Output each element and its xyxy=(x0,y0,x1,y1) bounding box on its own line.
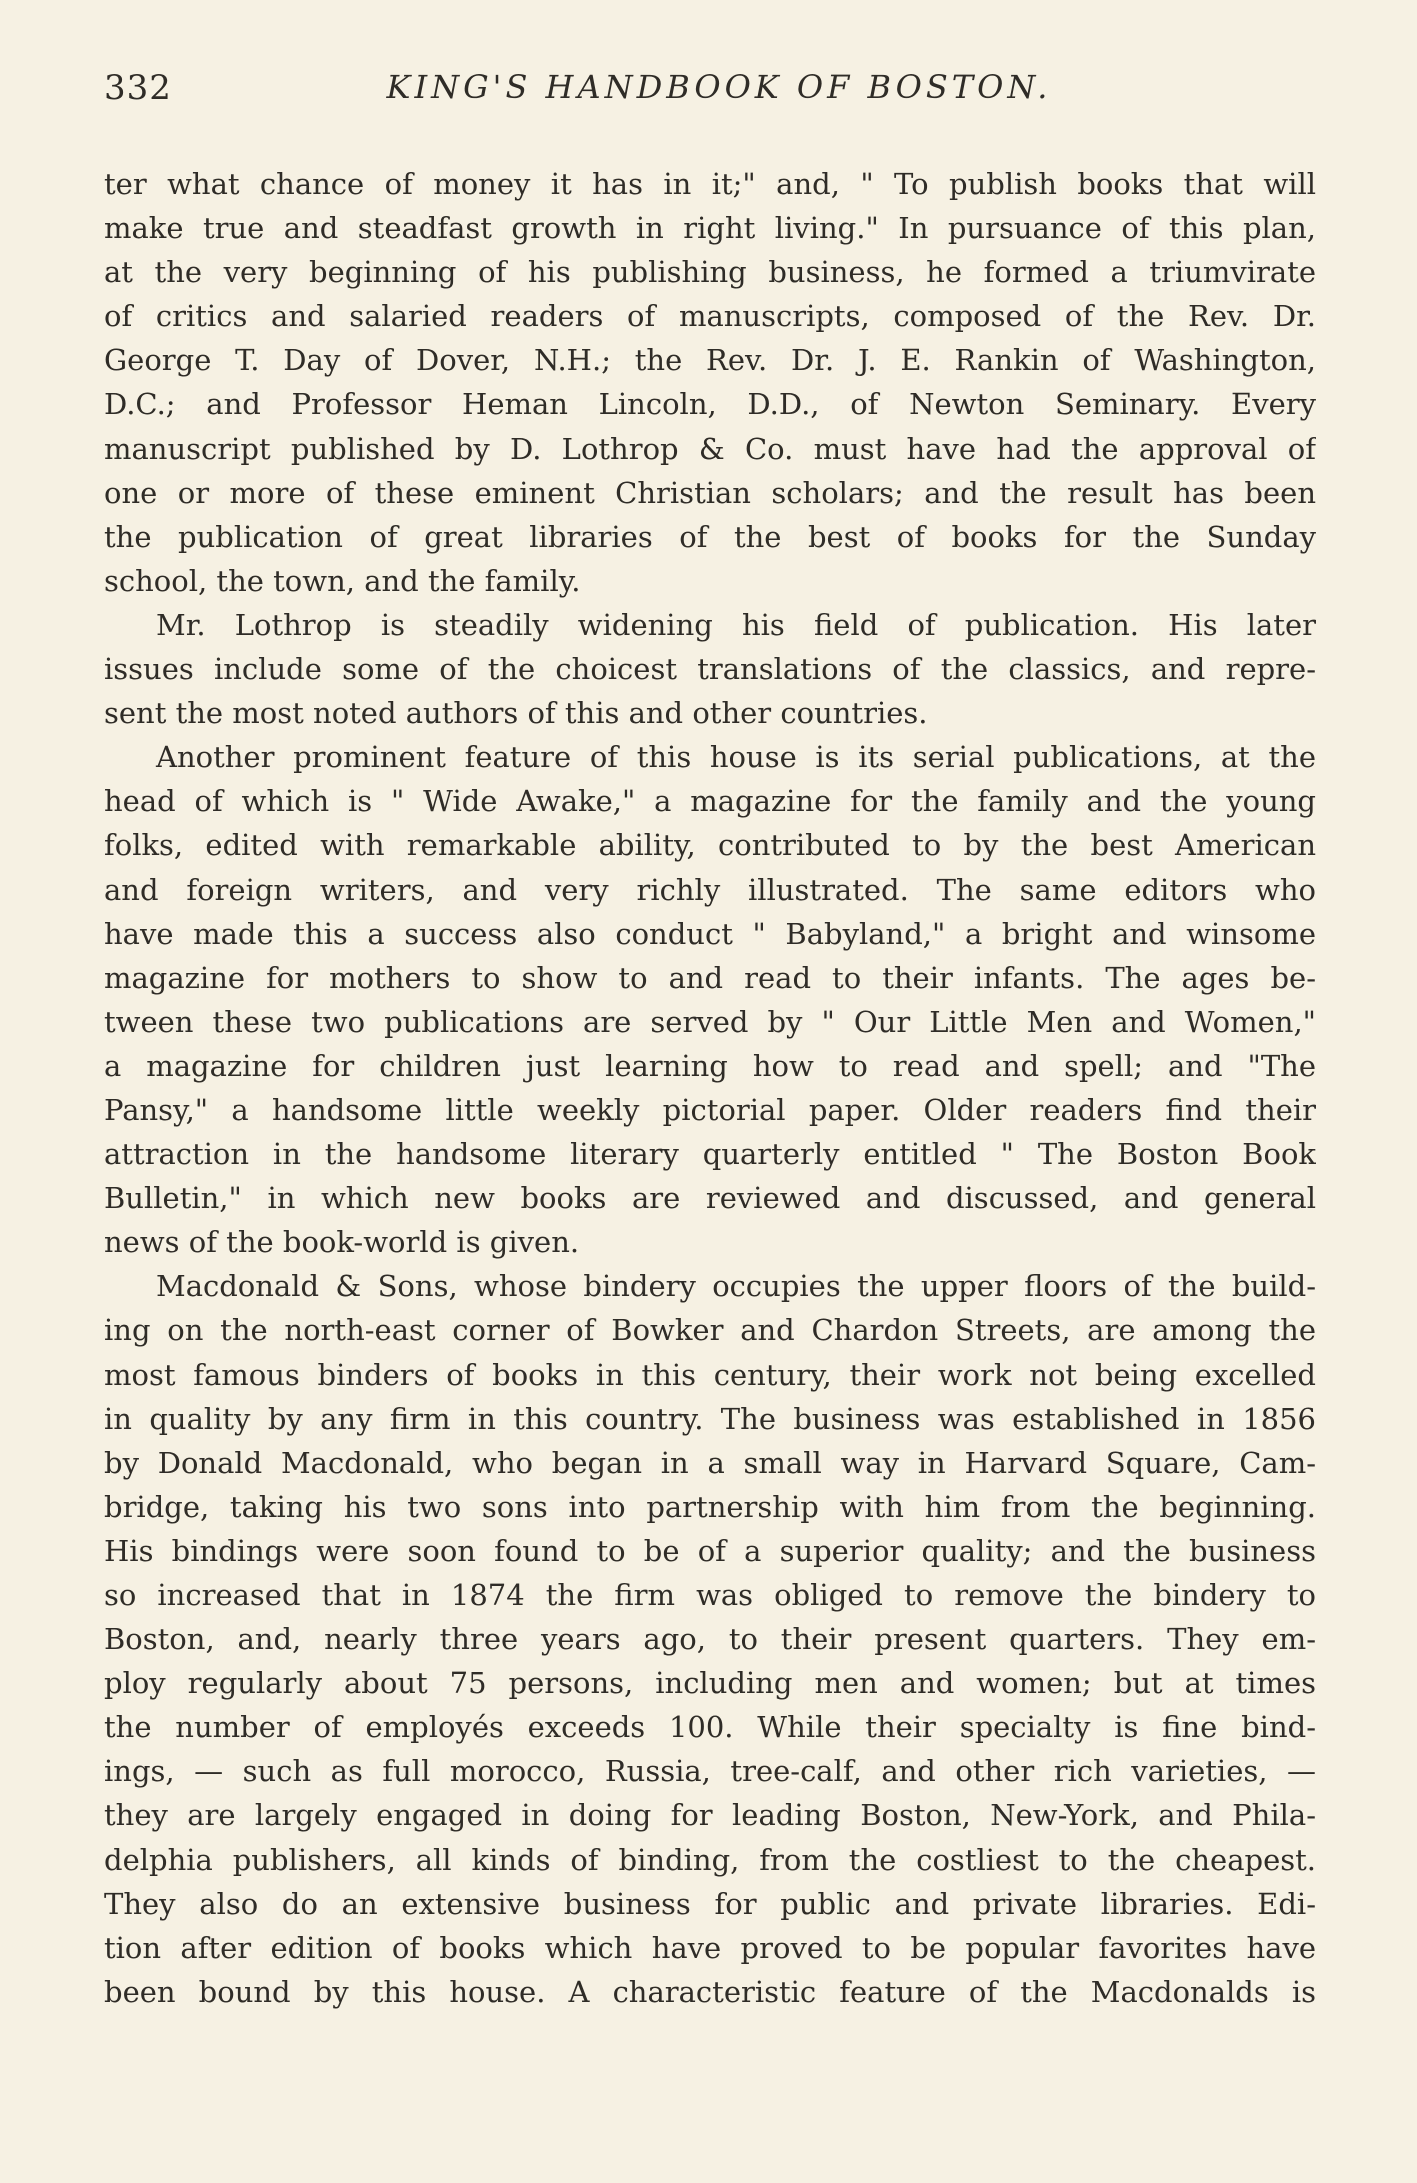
text-line: bridge, taking his two sons into partnership with him from the beginning. xyxy=(104,1489,1316,1524)
text-line: ter what chance of money it has in it;" and, " To publish books that will xyxy=(104,167,1316,201)
text-line: D.C.; and Professor Heman Lincoln, D.D., of Newton Seminary. Every xyxy=(104,387,1316,422)
text-line: sent the most noted authors of this and other countries. xyxy=(104,696,928,731)
text-line: one or more of these eminent Christian scholars; and the result has been xyxy=(104,475,1316,510)
text-line: school, the town, and the family. xyxy=(104,563,581,598)
text-line: ploy regularly about 75 persons, including men and women; but at times xyxy=(104,1666,1316,1701)
text-line: the publication of great libraries of the best of books for the Sunday xyxy=(104,519,1316,554)
running-title: KING'S HANDBOOK OF BOSTON. xyxy=(386,68,1052,106)
text-line: tween these two publications are served by " Our Little Men and Women," xyxy=(104,1004,1316,1039)
text-line: by Donald Macdonald, who began in a small way in Harvard Square, Cam- xyxy=(104,1445,1316,1480)
text-line: magazine for mothers to show to and read to their infants. The ages be- xyxy=(104,960,1316,995)
text-line: of critics and salaried readers of manuscripts, composed of the Rev. Dr. xyxy=(104,299,1316,334)
text-line: Mr. Lothrop is steadily widening his field of publication. His later xyxy=(156,607,1316,642)
text-line: Pansy," a handsome little weekly pictorial paper. Older readers find their xyxy=(104,1092,1316,1127)
text-line: delphia publishers, all kinds of binding, from the costliest to the cheapest. xyxy=(104,1842,1316,1877)
text-line: the number of employés exceeds 100. While their specialty is fine bind- xyxy=(104,1710,1316,1745)
text-line: news of the book-world is given. xyxy=(104,1225,580,1260)
text-line: His bindings were soon found to be of a superior quality; and the business xyxy=(104,1533,1316,1568)
text-line: at the very beginning of his publishing business, he formed a triumvirate xyxy=(104,255,1316,290)
text-line: Macdonald & Sons, whose bindery occupies the upper floors of the build- xyxy=(156,1269,1316,1304)
text-line: Another prominent feature of this house is its serial publications, at the xyxy=(156,740,1316,775)
body-text xyxy=(104,162,1316,2014)
text-line: been bound by this house. A characteristic feature of the Macdonalds is xyxy=(104,1974,1316,2009)
text-line: issues include some of the choicest translations of the classics, and repre- xyxy=(104,652,1316,687)
text-line: have made this a success also conduct " Babyland," a bright and winsome xyxy=(104,916,1316,951)
text-line: ing on the north-east corner of Bowker and Chardon Streets, are among the xyxy=(104,1313,1316,1348)
text-line: attraction in the handsome literary quarterly entitled " The Boston Book xyxy=(104,1137,1316,1172)
text-line: they are largely engaged in doing for leading Boston, New-York, and Phila- xyxy=(104,1798,1316,1833)
text-line: George T. Day of Dover, N.H.; the Rev. Dr. J. E. Rankin of Washington, xyxy=(104,343,1316,378)
text-line: most famous binders of books in this century, their work not being excelled xyxy=(104,1357,1316,1392)
text-line: and foreign writers, and very richly illustrated. The same editors who xyxy=(104,872,1316,907)
text-line: manuscript published by D. Lothrop & Co. must have had the approval of xyxy=(104,431,1316,466)
text-line: a magazine for children just learning how to read and spell; and "The xyxy=(104,1048,1316,1083)
text-line: Bulletin," in which new books are reviewed and discussed, and general xyxy=(104,1181,1316,1216)
text-line: in quality by any firm in this country. The business was established in 1856 xyxy=(104,1401,1316,1436)
text-line: make true and steadfast growth in right living." In pursuance of this plan, xyxy=(104,211,1316,246)
text-line: Boston, and, nearly three years ago, to their present quarters. They em- xyxy=(104,1622,1316,1657)
page-header xyxy=(104,68,1334,118)
text-line: tion after edition of books which have proved to be popular favorites have xyxy=(104,1930,1316,1965)
text-line: so increased that in 1874 the firm was obliged to remove the bindery to xyxy=(104,1578,1316,1612)
text-line: They also do an extensive business for public and private libraries. Edi- xyxy=(104,1886,1316,1921)
page-number: 332 xyxy=(104,68,172,108)
text-line: head of which is " Wide Awake," a magazine for the family and the young xyxy=(104,784,1316,819)
text-line: folks, edited with remarkable ability, contributed to by the best American xyxy=(104,828,1316,863)
text-line: ings, — such as full morocco, Russia, tree-calf, and other rich varieties, — xyxy=(104,1754,1316,1789)
